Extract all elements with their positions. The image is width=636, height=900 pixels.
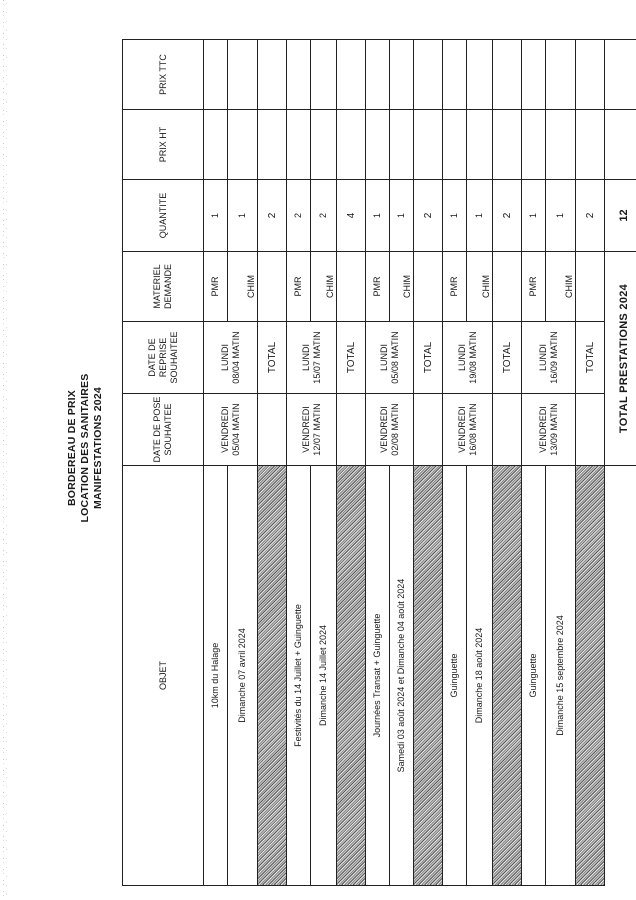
empty-cell xyxy=(258,394,287,466)
prix-ttc-cell xyxy=(443,40,467,110)
col-quantite: QUANTITE xyxy=(123,180,204,252)
prix-ht-cell xyxy=(311,110,337,180)
col-prix-ht: PRIX HT xyxy=(123,110,204,180)
prix-ht-cell xyxy=(337,110,366,180)
reprise-day: LUNDI xyxy=(378,344,389,372)
quantite-cell: 2 xyxy=(311,180,337,252)
prix-ttc-cell xyxy=(366,40,390,110)
prix-ttc-cell xyxy=(493,40,522,110)
total-row xyxy=(414,40,443,886)
prix-ht-cell xyxy=(493,110,522,180)
table-row xyxy=(204,40,228,886)
materiel-cell: CHIM xyxy=(390,252,414,322)
total-label: TOTAL xyxy=(258,322,287,394)
total-value: 2 xyxy=(258,180,287,252)
pose-day: VENDREDI xyxy=(219,406,230,453)
pose-date: 05/04 MATIN xyxy=(230,403,241,456)
table-row xyxy=(287,40,311,886)
prix-ht-cell xyxy=(576,110,605,180)
price-table xyxy=(122,39,636,886)
reprise-day: LUNDI xyxy=(537,344,548,372)
prix-ttc-cell xyxy=(414,40,443,110)
prix-ht-cell xyxy=(258,110,287,180)
pose-day: VENDREDI xyxy=(456,406,467,453)
total-value: 2 xyxy=(493,180,522,252)
empty-cell xyxy=(258,252,287,322)
quantite-cell: 2 xyxy=(287,180,311,252)
total-label: TOTAL xyxy=(337,322,366,394)
pose-date: 02/08 MATIN xyxy=(389,403,400,456)
table-row xyxy=(522,40,546,886)
pose-date: 12/07 MATIN xyxy=(311,403,322,456)
total-value: 2 xyxy=(414,180,443,252)
prix-ttc-cell xyxy=(258,40,287,110)
date-pose-cell xyxy=(443,394,493,466)
prix-ht-cell xyxy=(605,110,636,180)
event-name: Journées Transat + Guinguette xyxy=(366,466,390,886)
pose-day: VENDREDI xyxy=(537,406,548,453)
date-reprise-cell xyxy=(287,322,337,394)
total-row xyxy=(258,40,287,886)
reprise-date: 16/09 MATIN xyxy=(548,331,559,384)
materiel-cell: CHIM xyxy=(546,252,576,322)
date-reprise-cell xyxy=(204,322,258,394)
event-date: Dimanche 14 Juillet 2024 xyxy=(311,466,337,886)
reprise-day: LUNDI xyxy=(300,344,311,372)
hatched-cell xyxy=(258,466,287,886)
materiel-cell: CHIM xyxy=(228,252,258,322)
col-date-pose: DATE DE POSE SOUHAITEE xyxy=(123,394,204,466)
col-objet: OBJET xyxy=(123,466,204,886)
materiel-cell: CHIM xyxy=(467,252,493,322)
total-value: 4 xyxy=(337,180,366,252)
col-prix-ttc: PRIX TTC xyxy=(123,40,204,110)
col-materiel: MATERIEL DEMANDE xyxy=(123,252,204,322)
empty-cell xyxy=(493,394,522,466)
prix-ttc-cell xyxy=(311,40,337,110)
prix-ttc-cell xyxy=(287,40,311,110)
prix-ttc-cell xyxy=(390,40,414,110)
prix-ttc-cell xyxy=(228,40,258,110)
date-reprise-cell xyxy=(366,322,414,394)
reprise-day: LUNDI xyxy=(456,344,467,372)
empty-cell xyxy=(414,252,443,322)
grand-total-row xyxy=(605,40,636,886)
hatched-cell xyxy=(337,466,366,886)
grand-total-label: TOTAL PRESTATIONS 2024 xyxy=(605,252,636,466)
table-row xyxy=(443,40,467,886)
prix-ht-cell xyxy=(522,110,546,180)
event-name: 10km du Halage xyxy=(204,466,228,886)
prix-ht-cell xyxy=(287,110,311,180)
date-reprise-cell xyxy=(522,322,576,394)
prix-ht-cell xyxy=(546,110,576,180)
pose-date: 16/08 MATIN xyxy=(467,403,478,456)
hatched-cell xyxy=(493,466,522,886)
event-date: Dimanche 15 septembre 2024 xyxy=(546,466,576,886)
prix-ht-cell xyxy=(228,110,258,180)
hatched-cell xyxy=(576,466,605,886)
table-row xyxy=(366,40,390,886)
materiel-cell: PMR xyxy=(443,252,467,322)
total-row xyxy=(576,40,605,886)
quantite-cell: 1 xyxy=(366,180,390,252)
header-row xyxy=(123,40,204,886)
materiel-cell: PMR xyxy=(287,252,311,322)
quantite-cell: 1 xyxy=(390,180,414,252)
date-reprise-cell xyxy=(443,322,493,394)
prix-ttc-cell xyxy=(467,40,493,110)
prix-ttc-cell xyxy=(204,40,228,110)
pose-day: VENDREDI xyxy=(300,406,311,453)
prix-ht-cell xyxy=(366,110,390,180)
prix-ht-cell xyxy=(204,110,228,180)
event-date: Dimanche 18 août 2024 xyxy=(467,466,493,886)
col-date-reprise: DATE DE REPRISE SOUHAITEE xyxy=(123,322,204,394)
pose-day: VENDREDI xyxy=(378,406,389,453)
reprise-date: 05/08 MATIN xyxy=(389,331,400,384)
empty-cell xyxy=(605,466,636,886)
reprise-day: LUNDI xyxy=(219,344,230,372)
prix-ht-cell xyxy=(467,110,493,180)
empty-cell xyxy=(576,252,605,322)
total-value: 2 xyxy=(576,180,605,252)
quantite-cell: 1 xyxy=(204,180,228,252)
date-pose-cell xyxy=(366,394,414,466)
prix-ttc-cell xyxy=(576,40,605,110)
hatched-cell xyxy=(414,466,443,886)
date-pose-cell xyxy=(287,394,337,466)
prix-ht-cell xyxy=(390,110,414,180)
date-pose-cell xyxy=(204,394,258,466)
title-line-3: MANIFESTATIONS 2024 xyxy=(92,387,104,509)
empty-cell xyxy=(493,252,522,322)
prix-ttc-cell xyxy=(522,40,546,110)
materiel-cell: PMR xyxy=(366,252,390,322)
materiel-cell: CHIM xyxy=(311,252,337,322)
title-line-1: BORDEREAU DE PRIX xyxy=(66,390,78,506)
empty-cell xyxy=(337,252,366,322)
pose-date: 13/09 MATIN xyxy=(548,403,559,456)
quantite-cell: 1 xyxy=(546,180,576,252)
grand-total-value: 12 xyxy=(605,180,636,252)
event-date: Dimanche 07 avril 2024 xyxy=(228,466,258,886)
reprise-date: 08/04 MATIN xyxy=(230,331,241,384)
event-date: Samedi 03 août 2024 et Dimanche 04 août 2024 xyxy=(390,466,414,886)
event-name: Guinguette xyxy=(522,466,546,886)
empty-cell xyxy=(576,394,605,466)
reprise-date: 15/07 MATIN xyxy=(311,331,322,384)
document-title xyxy=(66,298,105,598)
prix-ttc-cell xyxy=(337,40,366,110)
prix-ttc-cell xyxy=(546,40,576,110)
prix-ht-cell xyxy=(414,110,443,180)
event-name: Festivités du 14 Juillet + Guinguette xyxy=(287,466,311,886)
total-row xyxy=(493,40,522,886)
materiel-cell: PMR xyxy=(204,252,228,322)
event-name: Guinguette xyxy=(443,466,467,886)
materiel-cell: PMR xyxy=(522,252,546,322)
total-row xyxy=(337,40,366,886)
total-label: TOTAL xyxy=(414,322,443,394)
empty-cell xyxy=(337,394,366,466)
quantite-cell: 1 xyxy=(467,180,493,252)
quantite-cell: 1 xyxy=(443,180,467,252)
date-pose-cell xyxy=(522,394,576,466)
prix-ttc-cell xyxy=(605,40,636,110)
title-line-2: LOCATION DES SANITAIRES xyxy=(79,373,91,523)
prix-ht-cell xyxy=(443,110,467,180)
reprise-date: 19/08 MATIN xyxy=(467,331,478,384)
quantite-cell: 1 xyxy=(228,180,258,252)
total-label: TOTAL xyxy=(576,322,605,394)
quantite-cell: 1 xyxy=(522,180,546,252)
empty-cell xyxy=(414,394,443,466)
total-label: TOTAL xyxy=(493,322,522,394)
